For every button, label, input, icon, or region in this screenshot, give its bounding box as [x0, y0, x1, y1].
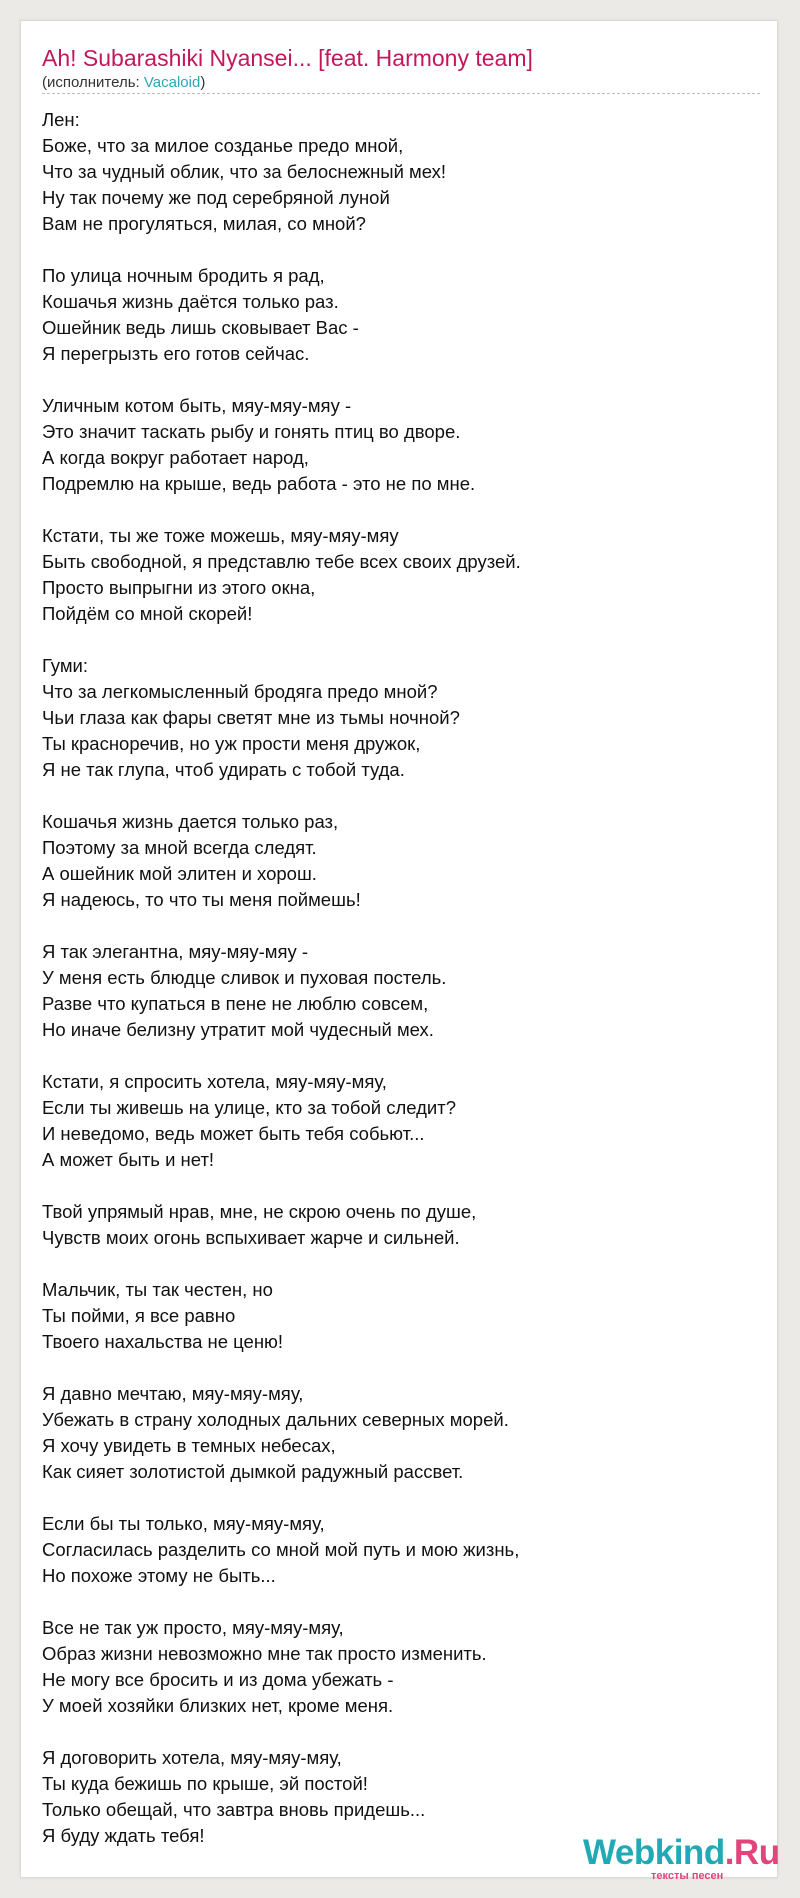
lyric-line: По улица ночным бродить я рад, — [42, 265, 325, 286]
stanza-gap — [42, 1355, 762, 1381]
lyric-line: Я надеюсь, то что ты меня поймешь! — [42, 889, 361, 910]
lyric-line: Ты пойми, я все равно — [42, 1305, 236, 1326]
lyric-line: Я договорить хотела, мяу-мяу-мяу, — [42, 1747, 342, 1768]
artist-prefix: (исполнитель: — [42, 74, 144, 91]
lyric-line: Ты куда бежишь по крыше, эй постой! — [42, 1773, 368, 1794]
stanza-gap — [42, 627, 762, 653]
lyric-line: Быть свободной, я представлю тебе всех своих друзей. — [42, 551, 521, 572]
artist-line — [42, 73, 205, 93]
lyric-line: Кошачья жизнь даётся только раз. — [42, 291, 339, 312]
lyric-line: Но похоже этому не быть... — [42, 1565, 276, 1586]
lyric-line: Боже, что за милое созданье предо мной, — [42, 135, 404, 156]
lyric-line: Что за легкомысленный бродяга предо мной? — [42, 681, 438, 702]
lyric-line: Я перегрызть его готов сейчас. — [42, 343, 310, 364]
title-divider — [42, 93, 760, 94]
stanza-gap — [42, 1589, 762, 1615]
lyric-line: Гуми: — [42, 655, 89, 676]
lyric-line: Убежать в страну холодных дальних северных морей. — [42, 1409, 509, 1430]
lyric-line: Я буду ждать тебя! — [42, 1825, 205, 1846]
lyric-line: Все не так уж просто, мяу-мяу-мяу, — [42, 1617, 344, 1638]
logo-tld-text: .Ru — [724, 1833, 780, 1872]
artist-suffix: ) — [200, 74, 206, 91]
lyrics-body — [42, 107, 762, 1849]
lyric-line: Ты красноречив, но уж прости меня дружок, — [42, 733, 421, 754]
stanza-gap — [42, 1173, 762, 1199]
lyric-line: Если бы ты только, мяу-мяу-мяу, — [42, 1513, 325, 1534]
lyric-line: Ну так почему же под серебряной луной — [42, 187, 390, 208]
lyric-line: Пойдём со мной скорей! — [42, 603, 253, 624]
stanza-gap — [42, 367, 762, 393]
lyric-line: Чьи глаза как фары светят мне из тьмы ночной? — [42, 707, 460, 728]
lyric-line: Мальчик, ты так честен, но — [42, 1279, 273, 1300]
lyric-line: Образ жизни невозможно мне так просто изменить. — [42, 1643, 487, 1664]
lyric-line: Просто выпрыгни из этого окна, — [42, 577, 316, 598]
stanza-gap — [42, 1485, 762, 1511]
lyric-line: Твоего нахальства не ценю! — [42, 1331, 284, 1352]
lyric-line: Только обещай, что завтра вновь придешь... — [42, 1799, 426, 1820]
lyric-line: У меня есть блюдце сливок и пуховая постель. — [42, 967, 447, 988]
stanza-gap — [42, 783, 762, 809]
lyric-line: А может быть и нет! — [42, 1149, 215, 1170]
stanza-gap — [42, 1043, 762, 1069]
song-title: Ah! Subarashiki Nyansei... [feat. Harmony team] — [42, 45, 533, 71]
logo-wordmark — [583, 1833, 780, 1873]
lyric-line: А ошейник мой элитен и хорош. — [42, 863, 317, 884]
stanza-gap — [42, 1251, 762, 1277]
lyric-line: У моей хозяйки близких нет, кроме меня. — [42, 1695, 394, 1716]
logo-tagline: тексты песен — [651, 1870, 724, 1882]
lyric-line: А когда вокруг работает народ, — [42, 447, 309, 468]
lyric-line: Лен: — [42, 109, 80, 130]
lyric-line: Подремлю на крыше, ведь работа - это не по мне. — [42, 473, 476, 494]
lyric-line: Поэтому за мной всегда следят. — [42, 837, 317, 858]
lyric-line: Согласилась разделить со мной мой путь и мою жизнь, — [42, 1539, 520, 1560]
logo-brand-text: Webkind — [583, 1833, 725, 1872]
lyric-line: Как сияет золотистой дымкой радужный рассвет. — [42, 1461, 464, 1482]
lyric-line: Вам не прогуляться, милая, со мной? — [42, 213, 366, 234]
lyric-line: Я не так глупа, чтоб удирать с тобой туда. — [42, 759, 405, 780]
lyric-line: Уличным котом быть, мяу-мяу-мяу - — [42, 395, 352, 416]
lyric-line: Но иначе белизну утратит мой чудесный мех. — [42, 1019, 434, 1040]
lyric-line: Твой упрямый нрав, мне, не скрою очень по душе, — [42, 1201, 477, 1222]
artist-link[interactable]: Vacaloid — [143, 74, 201, 91]
lyric-line: Я так элегантна, мяу-мяу-мяу - — [42, 941, 309, 962]
lyric-line: Чувств моих огонь вспыхивает жарче и сильней. — [42, 1227, 460, 1248]
stanza-gap — [42, 237, 762, 263]
lyric-line: Я хочу увидеть в темных небесах, — [42, 1435, 336, 1456]
lyric-line: Это значит таскать рыбу и гонять птиц во дворе. — [42, 421, 461, 442]
lyric-line: Кстати, я спросить хотела, мяу-мяу-мяу, — [42, 1071, 387, 1092]
lyric-line: Кошачья жизнь дается только раз, — [42, 811, 339, 832]
stanza-gap — [42, 913, 762, 939]
stanza-gap — [42, 497, 762, 523]
stanza-gap — [42, 1719, 762, 1745]
lyric-line: И неведомо, ведь может быть тебя собьют... — [42, 1123, 425, 1144]
lyric-line: Если ты живешь на улице, кто за тобой следит? — [42, 1097, 457, 1118]
lyric-line: Кстати, ты же тоже можешь, мяу-мяу-мяу — [42, 525, 399, 546]
lyric-line: Что за чудный облик, что за белоснежный мех! — [42, 161, 447, 182]
lyric-line: Разве что купаться в пене не люблю совсем, — [42, 993, 429, 1014]
lyric-line: Я давно мечтаю, мяу-мяу-мяу, — [42, 1383, 304, 1404]
lyric-line: Не могу все бросить и из дома убежать - — [42, 1669, 394, 1690]
lyric-line: Ошейник ведь лишь сковывает Вас - — [42, 317, 359, 338]
lyrics-card — [20, 20, 780, 1882]
webkind-logo[interactable] — [583, 1833, 779, 1883]
